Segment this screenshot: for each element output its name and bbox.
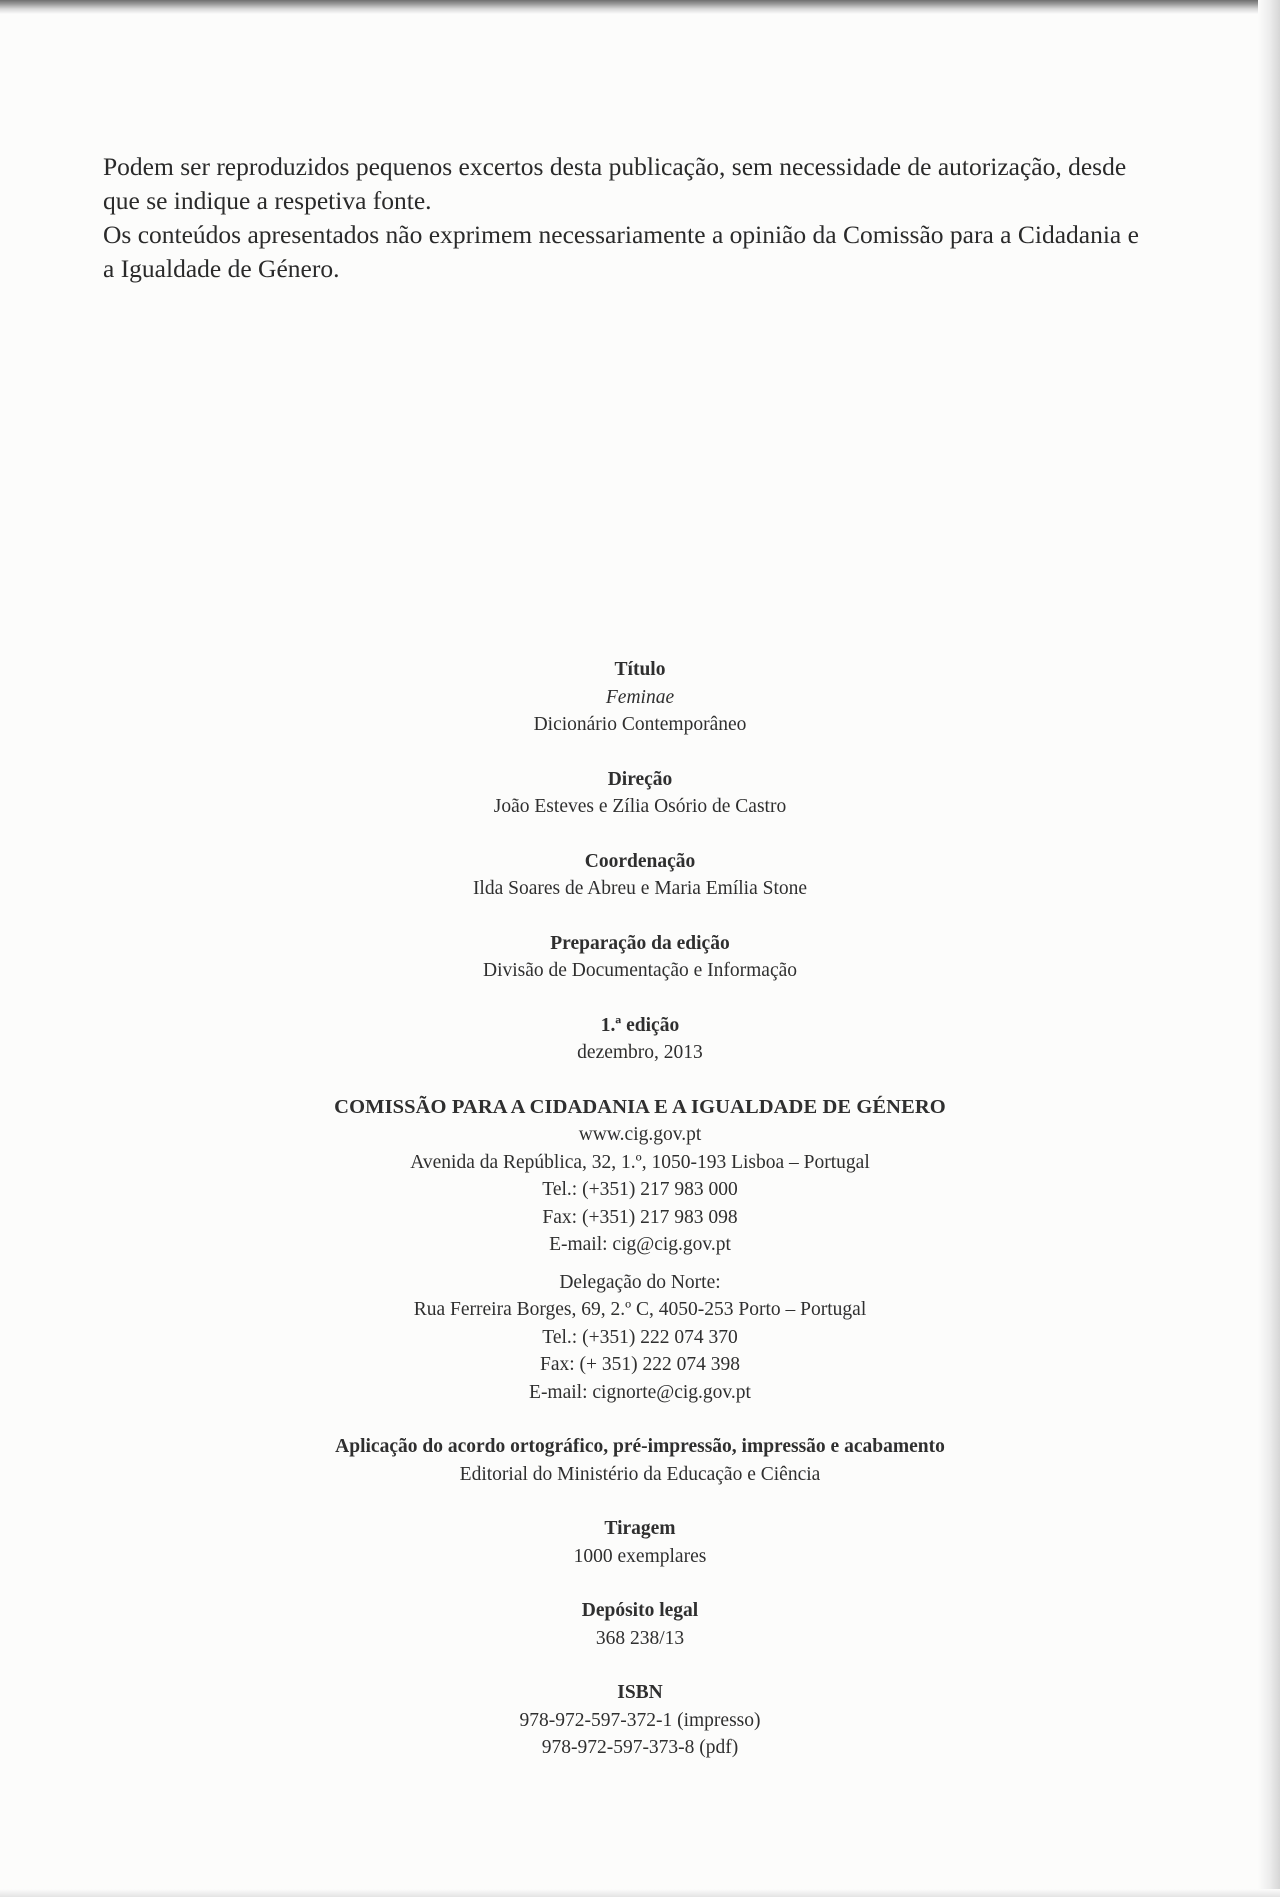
title-heading: Título xyxy=(614,659,666,680)
direction-heading: Direção xyxy=(607,768,673,790)
north-delegation-tel: Tel.: (+351) 222 074 370 xyxy=(542,1326,738,1348)
printing-heading: Aplicação do acordo ortográfico, pré-impressão, impressão e acabamento xyxy=(335,1436,945,1457)
opinion-disclaimer: Os conteúdos apresentados não exprimem necessariamente a opinião da Comissão para a Cidadania e a Igualdade de Género. xyxy=(103,220,1139,283)
isbn-pdf: 978-972-597-373-8 (pdf) xyxy=(541,1737,739,1758)
printing-block xyxy=(290,1433,990,1488)
edition-preparation-heading: Preparação da edição xyxy=(550,932,730,954)
edition-heading: 1.ª edição xyxy=(600,1014,680,1036)
organization-address: Avenida da República, 32, 1.º, 1050-193 Lisboa – Portugal xyxy=(410,1151,870,1173)
coordination-heading: Coordenação xyxy=(584,850,696,872)
organization-email: E-mail: cig@cig.gov.pt xyxy=(549,1234,731,1255)
isbn-heading: ISBN xyxy=(617,1682,663,1703)
organization-block xyxy=(290,1094,990,1259)
scan-bottom-edge xyxy=(0,1889,1280,1897)
edition-preparation-value: Divisão de Documentação e Informação xyxy=(482,960,798,981)
isbn-block xyxy=(290,1679,990,1762)
coordination-block xyxy=(290,848,990,903)
reproduction-notice: Podem ser reproduzidos pequenos excertos desta publicação, sem necessidade de autorização, desde que se indique a respetiva fonte. xyxy=(103,152,1127,215)
print-run-value: 1000 exemplares xyxy=(573,1545,707,1567)
edition-preparation-block xyxy=(290,930,990,985)
edition-block xyxy=(290,1012,990,1067)
organization-website: www.cig.gov.pt xyxy=(578,1124,702,1145)
print-run-heading: Tiragem xyxy=(604,1518,676,1539)
organization-name: COMISSÃO PARA A CIDADANIA E A IGUALDADE DE GÉNERO xyxy=(334,1095,946,1118)
north-delegation-block xyxy=(290,1269,990,1407)
legal-deposit-block xyxy=(290,1597,990,1652)
direction-names: João Esteves e Zília Osório de Castro xyxy=(493,796,787,817)
legal-deposit-value: 368 238/13 xyxy=(595,1627,685,1649)
scan-top-edge xyxy=(0,0,1280,14)
isbn-print: 978-972-597-372-1 (impresso) xyxy=(519,1709,761,1731)
printing-value: Editorial do Ministério da Educação e Ciência xyxy=(459,1463,821,1485)
colophon xyxy=(290,656,990,1789)
book-title: Feminae xyxy=(605,686,675,708)
title-block xyxy=(290,656,990,739)
edition-date: dezembro, 2013 xyxy=(577,1042,703,1063)
print-run-block xyxy=(290,1515,990,1570)
north-delegation-address: Rua Ferreira Borges, 69, 2.º C, 4050-253 Porto – Portugal xyxy=(413,1299,867,1320)
organization-fax: Fax: (+351) 217 983 098 xyxy=(542,1206,738,1228)
legal-deposit-heading: Depósito legal xyxy=(581,1600,699,1621)
organization-tel: Tel.: (+351) 217 983 000 xyxy=(542,1179,738,1200)
scan-right-edge xyxy=(1258,0,1280,1897)
copyright-notice xyxy=(103,150,1143,286)
direction-block xyxy=(290,766,990,821)
north-delegation-fax: Fax: (+ 351) 222 074 398 xyxy=(539,1354,741,1375)
north-delegation-email: E-mail: cignorte@cig.gov.pt xyxy=(529,1381,751,1403)
north-delegation-label: Delegação do Norte: xyxy=(559,1271,721,1293)
coordination-names: Ilda Soares de Abreu e Maria Emília Stone xyxy=(472,878,808,899)
book-subtitle: Dicionário Contemporâneo xyxy=(533,714,747,735)
